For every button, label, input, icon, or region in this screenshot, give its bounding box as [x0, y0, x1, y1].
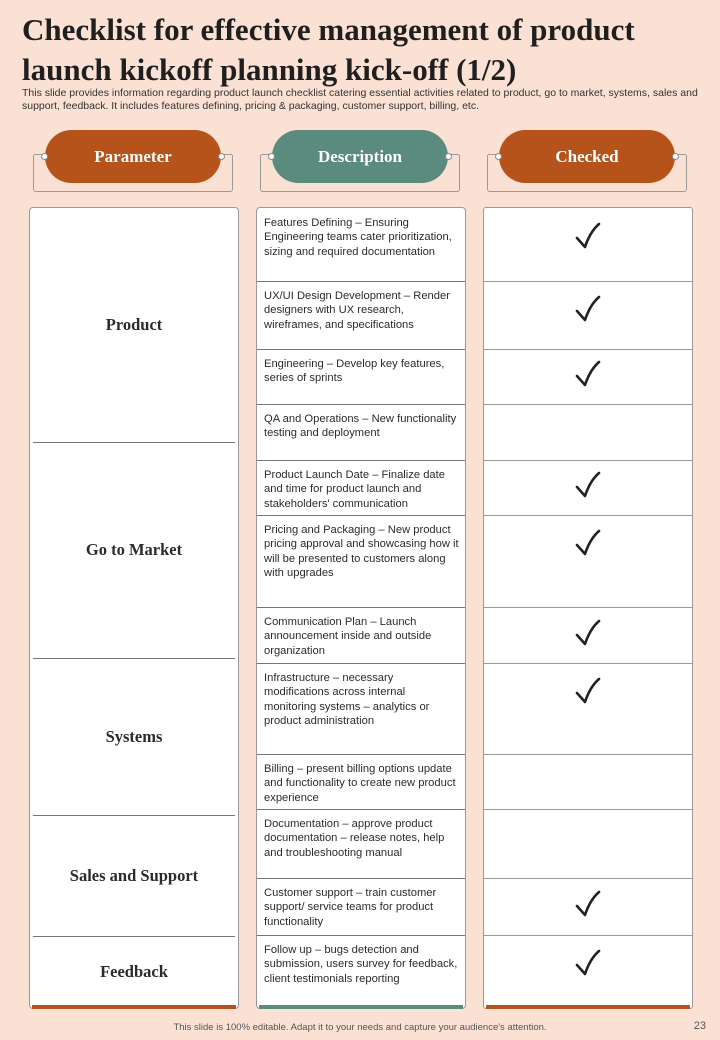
description-item: Infrastructure – necessary modifications across internal monitoring systems – analytics or product administration: [264, 672, 430, 727]
checked-header-label: Checked: [555, 146, 619, 166]
checked-cell: [484, 935, 692, 995]
parameter-feedback: Feedback: [100, 962, 168, 981]
checked-column: [483, 207, 693, 1009]
parameter-product: Product: [105, 315, 163, 334]
checked-header: [499, 130, 675, 183]
checked-cell: [484, 607, 692, 663]
description-item: Billing – present billing options update and functionality to create new product experience: [264, 763, 456, 804]
checked-cell: [484, 404, 692, 460]
description-item: Product Launch Date – Finalize date and time for product launch and stakeholders' communication: [264, 469, 445, 510]
checked-cell: [484, 281, 692, 341]
description-item: Communication Plan – Launch announcement inside and outside organization: [264, 616, 432, 657]
description-item: Documentation – approve product documentation – release notes, help and troubleshooting manual: [264, 818, 445, 859]
parameter-header-label: Parameter: [94, 146, 172, 166]
description-item: QA and Operations – New functionality testing and deployment: [264, 413, 457, 440]
checkmark-icon: [575, 222, 601, 255]
checkmark-icon: [575, 295, 601, 328]
parameter-sales-and-support: Sales and Support: [69, 865, 199, 885]
checked-cell: [484, 515, 692, 575]
checked-cell: [484, 878, 692, 935]
parameter-go-to-market: Go to Market: [85, 540, 183, 559]
checked-cell: [484, 349, 692, 404]
checked-cell: [484, 754, 692, 809]
description-column-bar: [259, 1005, 463, 1009]
description-header-label: Description: [317, 146, 403, 166]
page-subtitle: This slide provides information regarding product launch checklist catering essential activities related to product, go to market, systems, sales and support, feedback. It includes features defining, pricing & packaging, customer support, billing, etc.: [22, 87, 698, 112]
description-item: Features Defining – Ensuring Engineering teams cater prioritization, sizing and required documentation: [264, 217, 452, 258]
description-item: UX/UI Design Development – Render designers with UX research, wireframes, and specifications: [264, 290, 450, 331]
checkmark-icon: [575, 677, 601, 710]
footer-note: This slide is 100% editable. Adapt it to your needs and capture your audience's attention.: [173, 1022, 547, 1033]
checked-column-bar: [486, 1005, 690, 1009]
description-item: Engineering – Develop key features, series of sprints: [264, 358, 445, 385]
parameter-systems: Systems: [105, 726, 163, 746]
description-item: Pricing and Packaging – New product pricing approval and showcasing how it will be presented to customers along with upgrades: [264, 524, 459, 579]
description-column: [256, 207, 466, 1009]
checked-cell: [484, 460, 692, 515]
checked-cell: [484, 208, 692, 268]
description-item: Customer support – train customer support/ service teams for product functionality: [264, 887, 437, 928]
checkmark-icon: [575, 471, 601, 504]
checked-cell: [484, 663, 692, 723]
page-title: Checklist for effective management of product launch kickoff planning kick-off (1/2): [22, 12, 635, 87]
checkmark-icon: [575, 529, 601, 562]
checkmark-icon: [575, 949, 601, 982]
parameter-column-bar: [32, 1005, 236, 1009]
page-number: 23: [693, 1020, 706, 1032]
checkmark-icon: [575, 619, 601, 652]
description-header: [272, 130, 448, 183]
checked-cell: [484, 809, 692, 869]
parameter-header: [45, 130, 221, 183]
checkmark-icon: [575, 360, 601, 393]
parameter-column: [29, 207, 239, 1009]
description-item: Follow up – bugs detection and submission, users survey for feedback, client testimonials reporting: [264, 944, 458, 985]
checkmark-icon: [575, 890, 601, 923]
